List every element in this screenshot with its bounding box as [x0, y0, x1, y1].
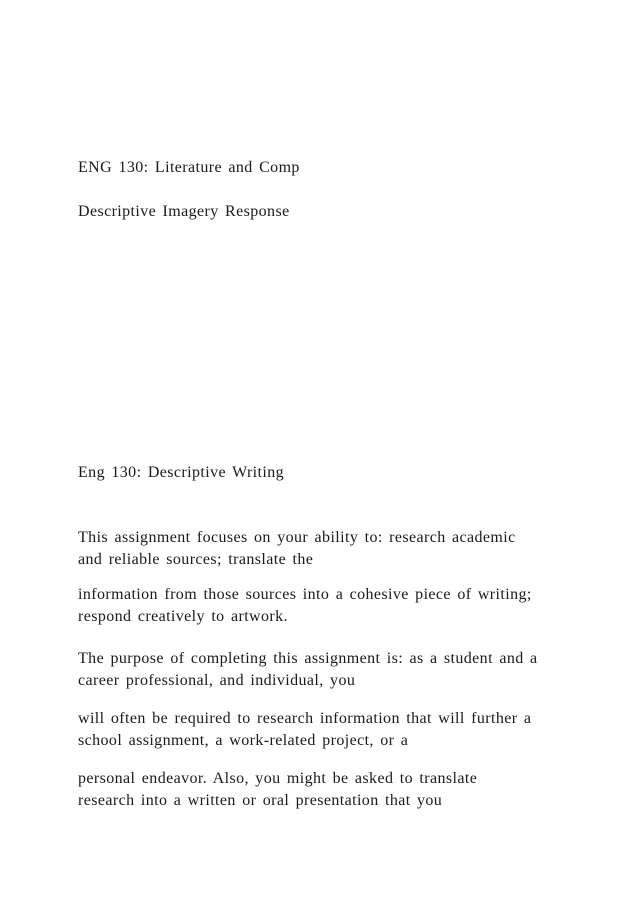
paragraph-3-line-1: The purpose of completing this assignment is: as a student and a — [78, 650, 538, 667]
paragraph-4-line-1: will often be required to research information that will further a — [78, 710, 532, 727]
paragraph-2-line-1: information from those sources into a cohesive piece of writing; — [78, 586, 532, 603]
paragraph-1-line-2: and reliable sources; translate the — [78, 551, 314, 568]
course-title: ENG 130: Literature and Comp — [78, 159, 300, 176]
paragraph-3-line-2: career professional, and individual, you — [78, 672, 356, 689]
section-heading: Eng 130: Descriptive Writing — [78, 464, 285, 481]
paragraph-1-line-1: This assignment focuses on your ability to: research academic — [78, 529, 516, 546]
paragraph-5-line-2: research into a written or oral presentation that you — [78, 792, 443, 809]
assignment-title: Descriptive Imagery Response — [78, 203, 290, 220]
paragraph-2-line-2: respond creatively to artwork. — [78, 608, 288, 625]
paragraph-5-line-1: personal endeavor. Also, you might be asked to translate — [78, 770, 478, 787]
paragraph-4-line-2: school assignment, a work-related project, or a — [78, 732, 409, 749]
